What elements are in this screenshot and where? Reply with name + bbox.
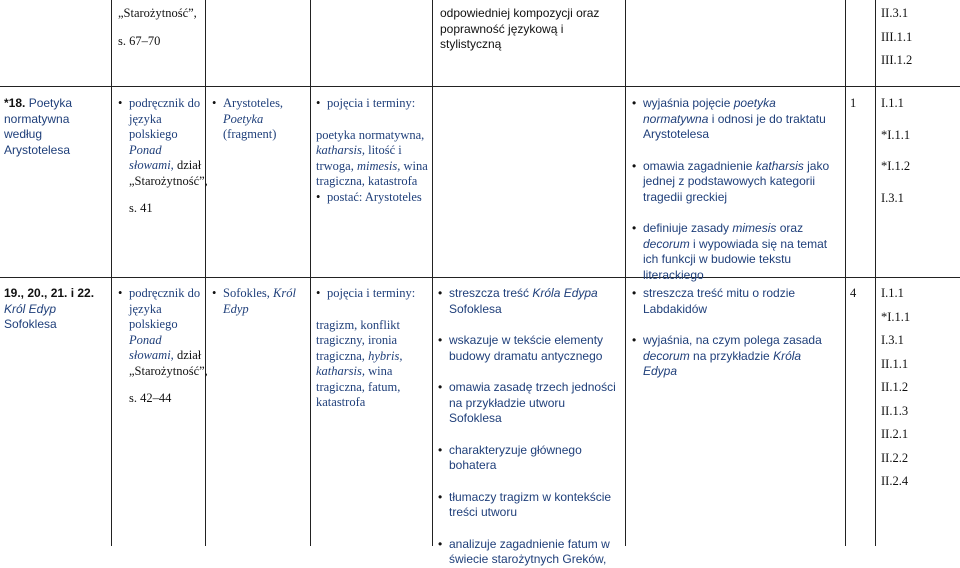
- row18-source-text: podręcznik do języka polskiego: [129, 96, 201, 141]
- row19-topic-number: 19., 20., 21. i 22.: [4, 286, 95, 300]
- row19-hours: 4: [850, 286, 857, 300]
- row19-basic-goal: • wskazuje w tekście elementy budowy dramatu antycznego: [438, 333, 618, 364]
- col-divider-5: [625, 0, 626, 546]
- row18-source-section: dział „Starożytność”,: [129, 158, 208, 188]
- row18-reading-cell: [212, 96, 308, 143]
- row18-source-cell: [118, 96, 206, 217]
- row19-ext-goal: • streszcza treść mitu o rodzie Labdakidów: [632, 286, 830, 317]
- row18-goal: • definiuje zasady mimesis oraz decorum i wypowiada się na temat ich funkcji w budowie tekstu literackiego: [632, 221, 830, 283]
- row-divider-top: [0, 86, 960, 87]
- row19-basic-goal: • analizuje zagadnienie fatum w świecie starożytnych Greków,: [438, 537, 618, 568]
- row19-reading-author: Sofokles,: [223, 286, 270, 300]
- row18-topic-number: *18.: [4, 96, 26, 110]
- row19-source-section: dział „Starożytność”,: [129, 348, 208, 378]
- row18-code: I.1.1: [881, 96, 904, 110]
- row19-topic-author: Sofoklesa: [4, 317, 57, 331]
- row18-terms-label: pojęcia i terminy:: [327, 96, 416, 110]
- top-source-cell: [118, 6, 203, 49]
- row19-ext-goal: • wyjaśnia, na czym polega zasada decorum na przykładzie Króla Edypa: [632, 333, 830, 380]
- row18-goal: • omawia zagadnienie katharsis jako jednej z podstawowych kategorii tragedii greckiej: [632, 159, 830, 206]
- top-code: III.1.1: [881, 29, 913, 44]
- row18-terms-person: postać: Arystoteles: [327, 189, 422, 204]
- row19-basic-goal: • tłumaczy tragizm w kontekście treści utworu: [438, 490, 618, 521]
- row19-ext-cell: [632, 286, 830, 380]
- top-requirements-line-2: poprawność językową i stylistyczną: [440, 21, 564, 51]
- top-source-pages: s. 67–70: [118, 33, 161, 48]
- row18-topic-text: Poetyka normatywna według Arystotelesa: [4, 96, 73, 157]
- row19-source-title: Ponad słowami,: [129, 332, 174, 362]
- row19-codes-cell: [881, 286, 910, 498]
- row19-code: II.1.3: [881, 403, 909, 418]
- row19-code: II.1.2: [881, 380, 909, 394]
- row18-source-pages: s. 41: [129, 201, 153, 215]
- row19-source-cell: [118, 286, 206, 407]
- row18-code: I.3.1: [881, 190, 904, 205]
- row18-reading-note: (fragment): [223, 127, 277, 141]
- row19-code: II.2.2: [881, 450, 909, 465]
- row19-code: II.1.1: [881, 356, 909, 371]
- col-divider-7: [875, 0, 876, 546]
- row18-term: katharsis,: [316, 143, 365, 157]
- row19-code: I.3.1: [881, 333, 904, 347]
- row19-source-pages: s. 42–44: [129, 391, 172, 405]
- top-code: II.3.1: [881, 6, 909, 20]
- row18-goal: • wyjaśnia pojęcie poetyka normatywna i odnosi je do traktatu Arystotelesa: [632, 96, 830, 143]
- row18-topic-cell: [4, 96, 109, 158]
- row19-terms-label: pojęcia i terminy:: [327, 286, 416, 300]
- row19-reading-cell: [212, 286, 308, 317]
- row19-code: II.2.4: [881, 474, 909, 488]
- row19-term: hybris,: [368, 348, 403, 363]
- row19-basic-goal: • omawia zasadę trzech jedności na przykładzie utworu Sofoklesa: [438, 380, 618, 427]
- col-divider-3: [310, 0, 311, 546]
- row19-topic-title: Król Edyp: [4, 301, 57, 316]
- row18-reading-title: Poetyka: [223, 111, 264, 126]
- row18-code: *I.1.1: [881, 127, 911, 142]
- row18-hours: 1: [850, 96, 857, 110]
- col-divider-6: [845, 0, 846, 546]
- col-divider-1: [111, 0, 112, 546]
- row18-reading-author: Arystoteles,: [223, 96, 284, 110]
- row19-term: wina tragiczna, fatum, katastrofa: [316, 364, 401, 409]
- row19-code: II.2.1: [881, 427, 909, 441]
- row18-source-title: Ponad słowami,: [129, 142, 174, 172]
- row19-basic-goal: • streszcza treść Króla Edypa Sofoklesa: [438, 286, 618, 317]
- row19-terms-cell: [316, 286, 428, 411]
- row18-term: poetyka normatywna,: [316, 127, 425, 142]
- row18-term: mimesis,: [356, 158, 401, 173]
- top-source-line-1: „Starożytność”,: [118, 6, 197, 20]
- row18-term: wina tragiczna, katastrofa: [316, 158, 428, 188]
- row18-goals-cell: [632, 96, 830, 283]
- top-requirements-cell: [440, 6, 622, 53]
- row19-term: tragizm, konflikt tragiczny, ironia tragiczna,: [316, 317, 401, 363]
- top-codes-cell: [881, 6, 912, 77]
- row19-code: I.1.1: [881, 286, 904, 300]
- row19-source-text: podręcznik do języka polskiego: [129, 286, 201, 331]
- row19-topic-cell: [4, 286, 109, 333]
- top-requirements-line-1: odpowiedniej kompozycji oraz: [440, 6, 600, 20]
- col-divider-2: [205, 0, 206, 546]
- row18-terms-cell: [316, 96, 428, 205]
- row18-term: litość i trwoga,: [316, 143, 402, 173]
- row19-basic-cell: [438, 286, 618, 568]
- col-divider-4: [432, 0, 433, 546]
- row19-code: *I.1.1: [881, 309, 911, 324]
- row18-codes-cell: [881, 96, 910, 214]
- row19-reading-title: Król Edyp: [223, 286, 296, 316]
- row19-basic-goal: • charakteryzuje głównego bohatera: [438, 443, 618, 474]
- row18-code: *I.1.2: [881, 159, 911, 173]
- row19-term: katharsis,: [316, 364, 365, 378]
- top-code: III.1.2: [881, 53, 913, 67]
